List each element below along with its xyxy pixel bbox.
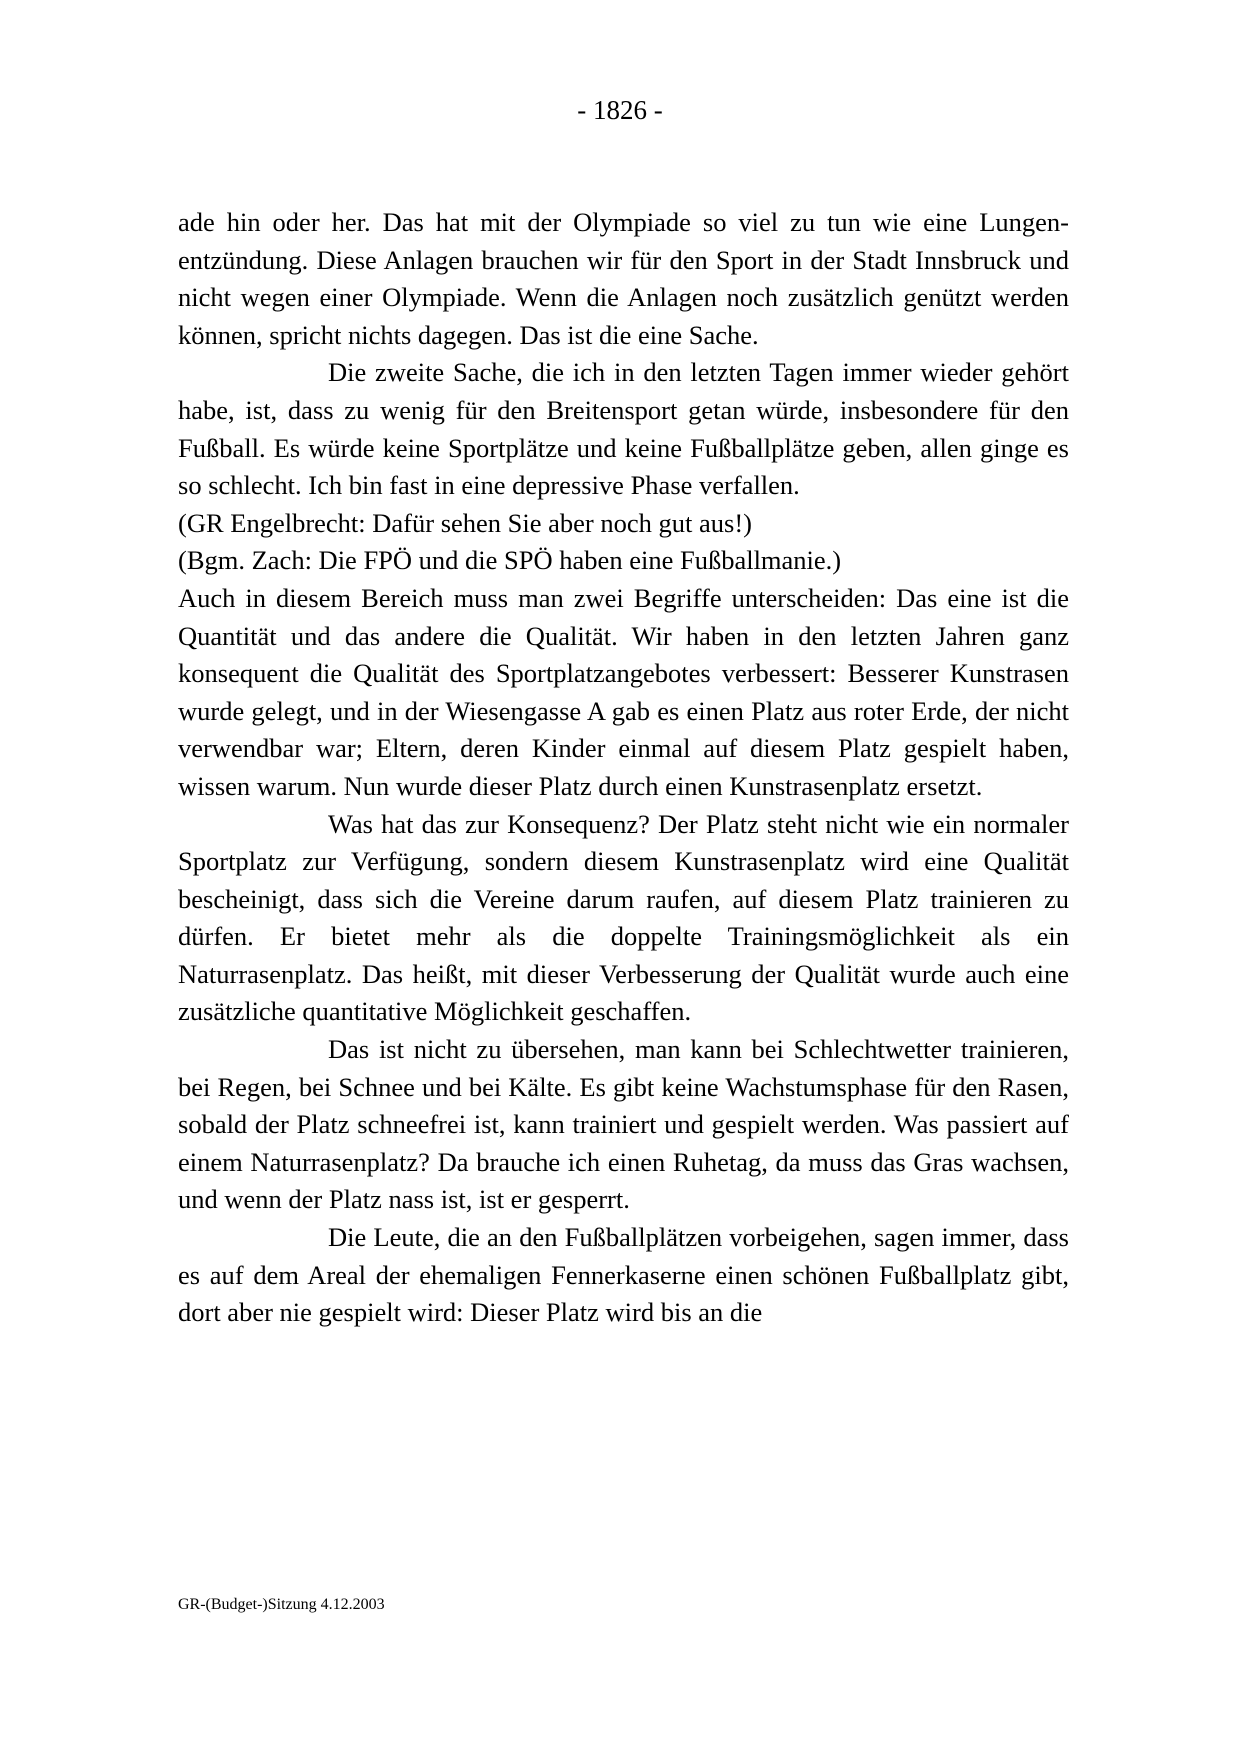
body-text <box>178 204 1069 1332</box>
footer: GR-(Budget-)Sitzung 4.12.2003 <box>178 1596 385 1613</box>
paragraph-1: ade hin oder her. Das hat mit der Olympiade so viel zu tun wie eine Lungenentzündung. Diese Anlagen brauchen wir für den Sport in der Stadt Innsbruck und nicht wegen einer Olympiade. Wenn die Anlagen noch zusätzlich genützt werden können, spricht nichts dagegen. Das ist die eine Sache. <box>178 207 1069 350</box>
paragraph-5: Das ist nicht zu übersehen, man kann bei Schlechtwetter trainieren, bei Regen, bei Schnee und bei Kälte. Es gibt keine Wachstumsphase für den Rasen, sobald der Platz schneefrei ist, kann trainiert und gespielt werden. Was passiert auf einem Naturrasenplatz? Da brauche ich einen Ruhetag, da muss das Gras wachsen, und wenn der Platz nass ist, ist er gesperrt. <box>178 1034 1069 1215</box>
paragraph-6: Die Leute, die an den Fußballplätzen vorbeigehen, sagen immer, dass es auf dem Areal der ehemaligen Fennerkaserne einen schönen Fußballplatz gibt, dort aber nie gespielt wird: Dieser Platz wird bis an die <box>178 1222 1069 1328</box>
interjection-zach: (Bgm. Zach: Die FPÖ und die SPÖ haben eine Fußballmanie.) <box>178 545 842 576</box>
page-number: - 1826 - <box>577 95 663 125</box>
interjection-engelbrecht: (GR Engelbrecht: Dafür sehen Sie aber noch gut aus!) <box>178 507 752 538</box>
paragraph-2: Die zweite Sache, die ich in den letzten Tagen immer wieder gehört habe, ist, dass zu wenig für den Breitensport getan würde, insbesondere für den Fußball. Es würde keine Sportplätze und keine Fußballplätze geben, allen ginge es so schlecht. Ich bin fast in eine depressive Phase verfallen. <box>178 357 1069 501</box>
paragraph-4: Was hat das zur Konsequenz? Der Platz steht nicht wie ein normaler Sportplatz zur Verfügung, sondern diesem Kunstrasenplatz wird eine Qualität bescheinigt, dass sich die Vereine darum raufen, auf diesem Platz trainieren zu dürfen. Er bietet mehr als die doppelte Trainingsmöglichkeit als ein Naturrasenplatz. Das heißt, mit dieser Verbesserung der Qualität wurde auch eine zusätzliche quantitative Möglichkeit geschaffen. <box>178 808 1069 1027</box>
paragraph-3: Auch in diesem Bereich muss man zwei Begriffe unterscheiden: Das eine ist die Quantität und das andere die Qualität. Wir haben in den letzten Jahren ganz konsequent die Qualität des Sportplatzangebotes verbessert: Besserer Kunstrasen wurde gelegt, und in der Wiesengasse A gab es einen Platz aus roter Erde, der nicht verwendbar war; Eltern, deren Kinder einmal auf diesem Platz gespielt haben, wissen warum. Nun wurde dieser Platz durch einen Kunstrasenplatz ersetzt. <box>178 582 1069 801</box>
